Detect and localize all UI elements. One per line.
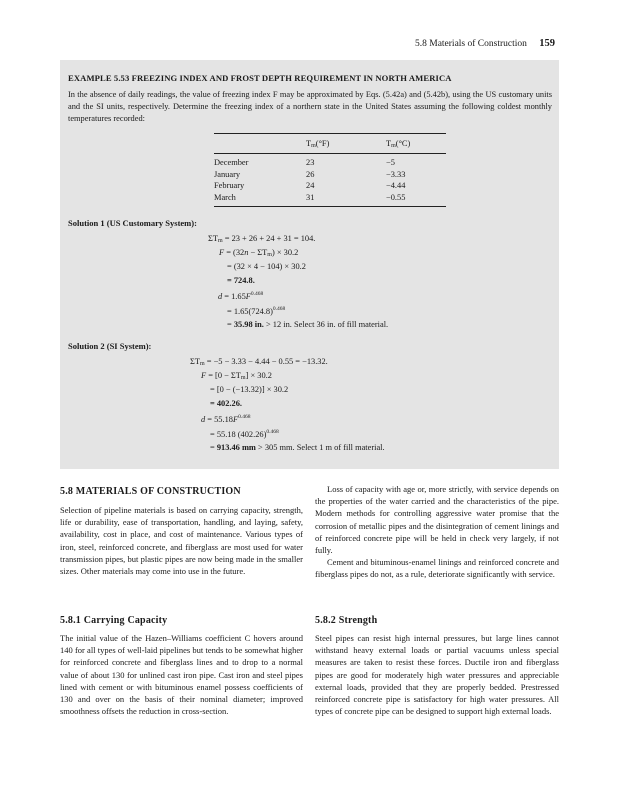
section-heading-5-8-2: 5.8.2 Strength xyxy=(315,615,378,626)
solution1-eq-d: $d = 1.65F^{0.468}$ xyxy=(218,291,264,301)
solution1-eq-sub: = (32 × 4 − 104) × 30.2 xyxy=(227,262,306,271)
solution1-eq-d-result: = 35.98 in. > 12 in. Select 36 in. of fill material. xyxy=(227,320,389,329)
table-row xyxy=(214,180,446,192)
section-5-8-right-column xyxy=(315,483,559,581)
temp-f-cell: 23 xyxy=(306,158,315,167)
table-header-c: Tm(°C) xyxy=(386,134,446,154)
temp-f-cell: 31 xyxy=(306,192,386,207)
solution1-eq-result: = 724.8. xyxy=(227,276,255,285)
example-body: In the absence of daily readings, the value of freezing index F may be approximated by Eqs. (5.42a) and (5.42b), using the US customary units and the SI units, respectively. Determine the freezing index of a northern state in the United States assuming the following coldest monthly temperatures recorded: xyxy=(68,90,552,123)
table-row xyxy=(214,169,446,181)
table-header-row xyxy=(214,134,446,154)
table-row xyxy=(214,192,446,207)
solution2-eq-d: $d = 55.18F^{0.468}$ xyxy=(201,414,251,424)
section-5-8-1-paragraph: The initial value of the Hazen–Williams coefficient C hovers around 140 for all types of well-laid pipelines but tends to be somewhat higher for reinforced concrete and fiberglass lines and to drop to a normal value of about 130 for unlined cast iron pipe. Cast iron and steel pipes lined with cement or with bituminous enamel possess coefficients of 130 and over on the basis of their nominal diameter; improved smoothness offsets the reduction in cross-section. xyxy=(60,633,303,717)
solution2-eq-d-result: = 913.46 mm > 305 mm. Select 1 m of fill material. xyxy=(210,443,385,452)
temp-c-cell: −0.55 xyxy=(386,192,446,207)
example-title: EXAMPLE 5.53 FREEZING INDEX AND FROST DEPTH REQUIREMENT IN NORTH AMERICA xyxy=(68,73,452,83)
header-section-ref: 5.8 Materials of Construction xyxy=(415,39,527,49)
temp-c-cell: −3.33 xyxy=(386,169,406,179)
running-header xyxy=(415,38,555,49)
example-box xyxy=(60,60,559,469)
page-number: 159 xyxy=(539,38,555,49)
table-row xyxy=(214,154,446,169)
section-heading-5-8-1: 5.8.1 Carrying Capacity xyxy=(60,615,168,626)
paragraph: Cement and bituminous-enamel linings and reinforced concrete and fiberglass pipes do not, as a rule, deteriorate significantly with service. xyxy=(315,557,559,580)
paragraph: Loss of capacity with age or, more strictly, with service depends on the properties of the water carried and the characteristics of the pipe. Modern methods for controlling aggressive water promise that the corrosion of metallic pipes and the disintegration of cement linings and of reinforced concrete pipe will be held in check very largely, if not fully. xyxy=(315,484,559,556)
temperature-table xyxy=(214,133,446,207)
temp-f-cell: 26 xyxy=(306,169,315,179)
month-cell: February xyxy=(214,181,245,191)
month-cell: December xyxy=(214,158,249,167)
solution2-eq-sum: ΣTm = −5 − 3.33 − 4.44 − 0.55 = −13.32. xyxy=(190,357,328,367)
solution2-eq-result: = 402.26. xyxy=(210,399,242,408)
section-heading-5-8: 5.8 MATERIALS OF CONSTRUCTION xyxy=(60,486,241,497)
solution2-eq-sub: = [0 − (−13.32)] × 30.2 xyxy=(210,385,289,394)
solution1-label: Solution 1 (US Customary System): xyxy=(68,218,197,228)
month-cell: March xyxy=(214,192,306,207)
table-header-f: Tm(°F) xyxy=(306,134,386,154)
temp-c-cell: −5 xyxy=(386,158,395,167)
solution2-eq-f: F = [0 − ΣTm] × 30.2 xyxy=(201,371,272,381)
table-header-month xyxy=(214,134,306,154)
section-5-8-paragraph: Selection of pipeline materials is based on carrying capacity, strength, life or durability, ease of transportation, handling, and laying, safety, availability, cost in place, and cost of maintenance. Various types of iron, steel, reinforced concrete, and fiberglass are most used for water transmission pipes, but plastic pipes are now being made in the smaller sizes. Other materials may come into use in the future. xyxy=(60,505,303,577)
solution1-eq-f: F = (32n − ΣTm) × 30.2 xyxy=(219,248,299,258)
solution1-eq-d-sub: = $1.65(724.8)^{0.468}$ xyxy=(227,306,286,316)
temp-f-cell: 24 xyxy=(306,181,315,191)
section-5-8-2-paragraph: Steel pipes can resist high internal pressures, but large lines cannot withstand heavy external loads or partial vacuums unless special measures are taken to resist these forces. Ductile iron and fiberglass pipes are good for moderately high water pressures and appreciable external loads, provided that they are properly bedded. Prestressed reinforced concrete pipe is satisfactory for high water pressures. All types of concrete pipe can be designed to support high external loads. xyxy=(315,633,559,717)
solution1-eq-sum: ΣTm = 23 + 26 + 24 + 31 = 104. xyxy=(208,234,316,244)
solution2-eq-d-sub: = 55.18 $(402.26)^{0.468}$ xyxy=(210,429,279,439)
temp-c-cell: −4.44 xyxy=(386,181,406,191)
month-cell: January xyxy=(214,169,241,179)
solution2-label: Solution 2 (SI System): xyxy=(68,341,152,351)
